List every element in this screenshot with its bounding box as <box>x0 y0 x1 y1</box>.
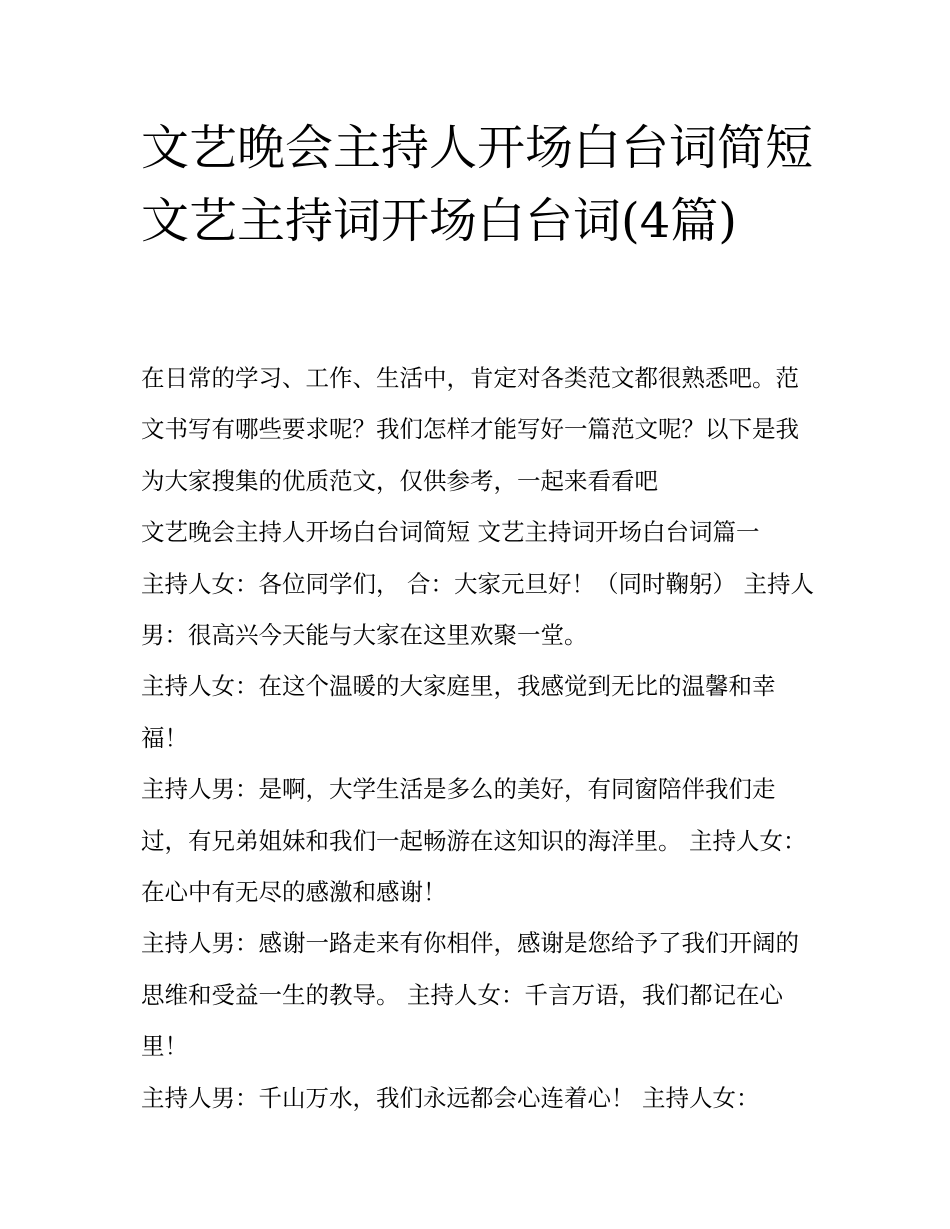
paragraph-dialogue: 主持人女：在这个温暖的大家庭里，我感觉到无比的温馨和幸福！ <box>141 672 776 752</box>
paragraph-intro: 在日常的学习、工作、生活中，肯定对各类范文都很熟悉吧。范文书写有哪些要求呢？我们怎样才能写好一篇范文呢？以下是我为大家搜集的优质范文，仅供参考，一起来看看吧 <box>141 364 799 495</box>
paragraph-section-heading: 文艺晚会主持人开场白台词简短 文艺主持词开场白台词篇一 <box>141 518 760 547</box>
paragraph-dialogue: 主持人男：感谢一路走来有你相伴，感谢是您给予了我们开阔的思维和受益一生的教导。 主持人女：千言万语，我们都记在心里！ <box>141 929 799 1061</box>
paragraph-dialogue: 主持人男：是啊，大学生活是多么的美好，有同窗陪伴我们走过，有兄弟姐妹和我们一起畅游在这知识的海洋里。 主持人女：在心中有无尽的感激和感谢！ <box>141 775 807 907</box>
document-body <box>141 353 821 1124</box>
paragraph-dialogue: 主持人男：千山万水，我们永远都会心连着心！ 主持人女： <box>141 1083 760 1112</box>
paragraph-dialogue: 主持人女：各位同学们， 合：大家元旦好！（同时鞠躬） 主持人男：很高兴今天能与大家在这里欢聚一堂。 <box>141 569 814 650</box>
document-title: 文艺晚会主持人开场白台词简短 文艺主持词开场白台词(4篇) <box>141 120 814 249</box>
